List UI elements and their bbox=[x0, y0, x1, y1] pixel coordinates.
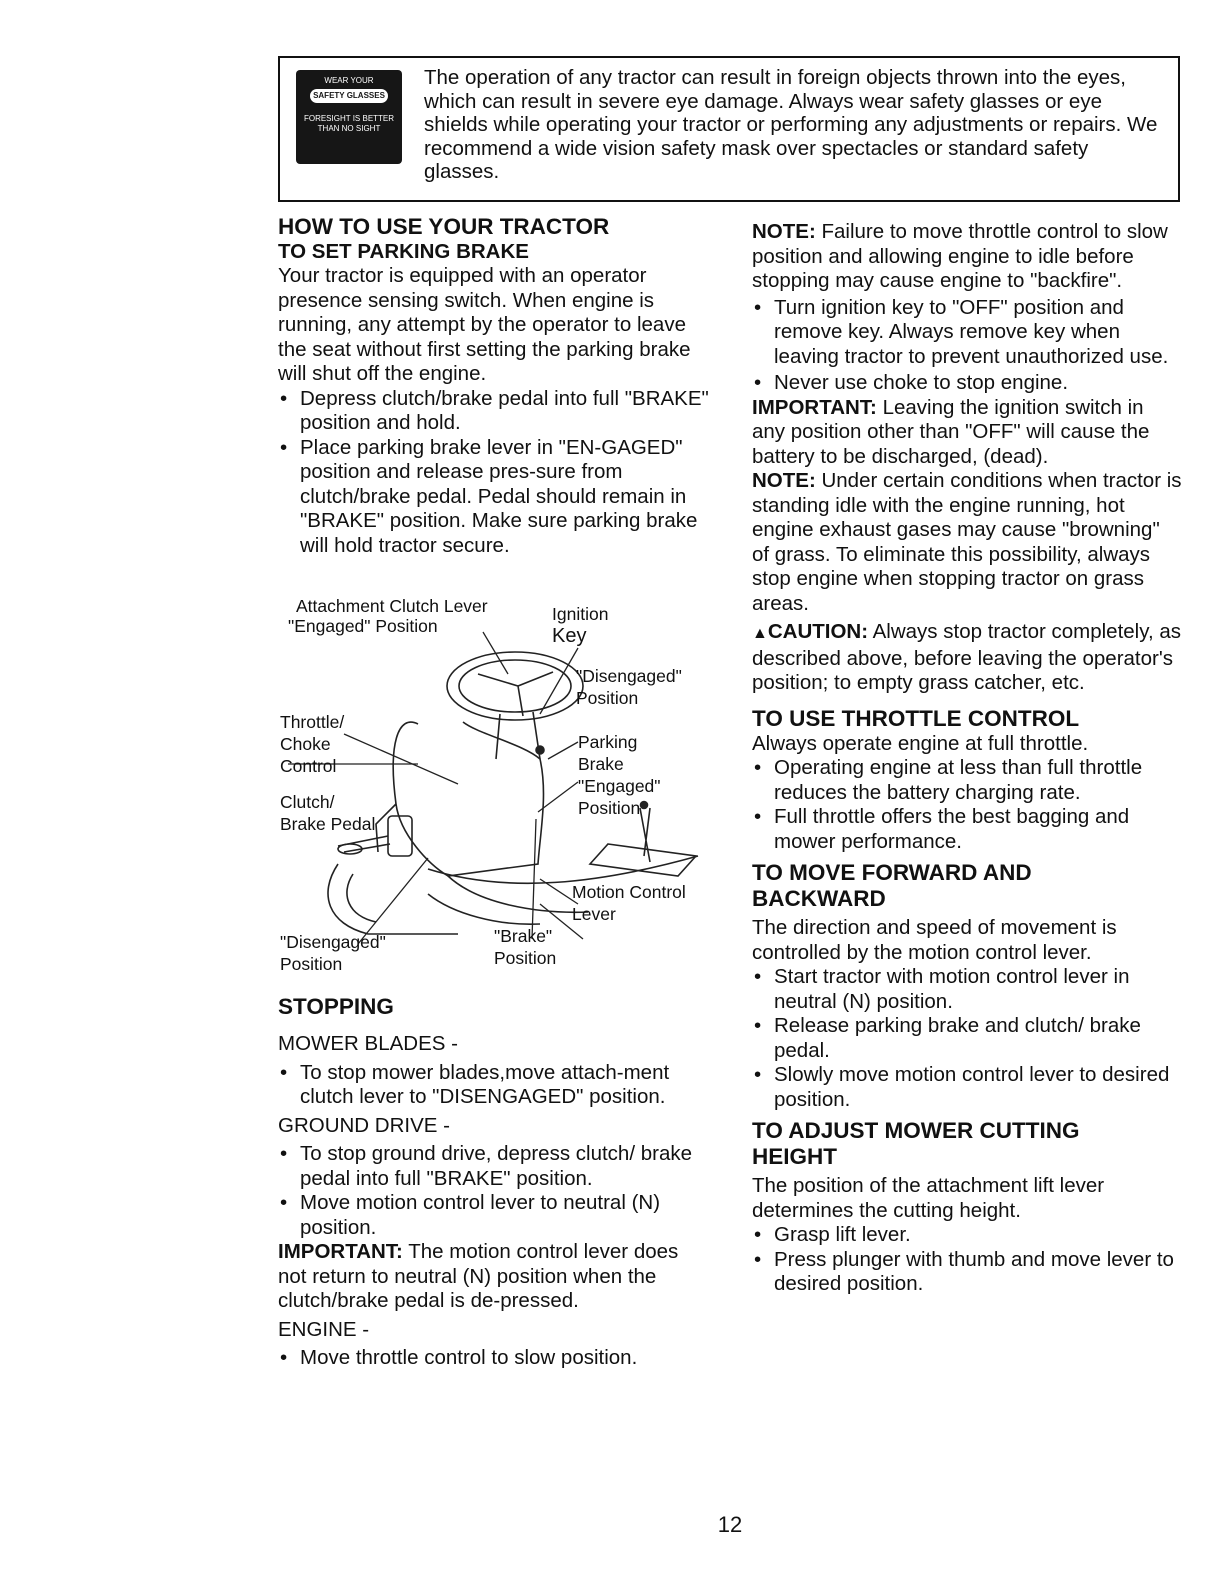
diagram-label: Parking bbox=[578, 732, 638, 752]
list-item: • Start tractor with motion control lever in neutral (N) position. bbox=[752, 965, 1182, 1014]
tractor-controls-diagram bbox=[278, 594, 718, 984]
list-item: • Press plunger with thumb and move lever to desired position. bbox=[752, 1248, 1182, 1297]
diagram-label: Position bbox=[280, 954, 343, 974]
diagram-label: Lever bbox=[572, 904, 616, 924]
logo-text-line: THAN NO SIGHT bbox=[317, 124, 381, 133]
left-column-top bbox=[278, 214, 710, 558]
list-item: • To stop mower blades,move attach-ment clutch lever to "DISENGAGED" position. bbox=[278, 1061, 710, 1110]
diagram-label: Attachment Clutch Lever bbox=[296, 596, 488, 616]
list-item: • Release parking brake and clutch/ brake pedal. bbox=[752, 1014, 1182, 1063]
list-item: • Move throttle control to slow position. bbox=[278, 1346, 710, 1371]
diagram-label: "Engaged" Position bbox=[288, 616, 438, 636]
important-text: The motion control lever does not return to neutral (N) position when the clutch/brake pedal is de-pressed. bbox=[278, 1240, 679, 1312]
caution-icon: ▲ bbox=[752, 625, 768, 642]
move-text: The direction and speed of movement is controlled by the motion control lever. bbox=[752, 916, 1117, 964]
stopping-heading: STOPPING bbox=[278, 994, 394, 1019]
list-item: • Slowly move motion control lever to desired position. bbox=[752, 1063, 1182, 1112]
diagram-label: "Brake" bbox=[494, 926, 553, 946]
throttle-heading: TO USE THROTTLE CONTROL bbox=[752, 705, 1080, 731]
list-item: • To stop ground drive, depress clutch/ brake pedal into full "BRAKE" position. bbox=[278, 1142, 710, 1191]
list-item: • Full throttle offers the best bagging and mower performance. bbox=[752, 805, 1182, 854]
diagram-label: Ignition bbox=[552, 604, 609, 624]
important-label: IMPORTANT: bbox=[752, 395, 877, 419]
list-item: • Operating engine at less than full throttle reduces the battery charging rate. bbox=[752, 756, 1182, 805]
logo-text-line: SAFETY GLASSES bbox=[310, 89, 388, 103]
left-column-bottom bbox=[278, 994, 710, 1371]
logo-text-line: WEAR YOUR bbox=[324, 76, 374, 85]
subheading: ENGINE - bbox=[278, 1317, 370, 1341]
note-paragraph bbox=[752, 220, 1182, 294]
list-item: • Never use choke to stop engine. bbox=[752, 371, 1182, 396]
section-title: HOW TO USE YOUR TRACTOR bbox=[278, 214, 610, 239]
note-label: NOTE: bbox=[752, 469, 816, 492]
parking-brake-text: Your tractor is equipped with an operator presence sensing switch. When engine is running, any attempt by the operator to leave the seat without first setting the parking brake will shut off the engine. bbox=[278, 264, 691, 385]
logo-text-line: FORESIGHT IS BETTER bbox=[303, 114, 395, 123]
subheading: MOWER BLADES - bbox=[278, 1032, 458, 1055]
diagram-label: "Disengaged" bbox=[576, 666, 682, 686]
list-item: • Depress clutch/brake pedal into full "BRAKE" position and hold. bbox=[278, 387, 710, 436]
diagram-label: Clutch/ bbox=[280, 792, 335, 812]
important-label: IMPORTANT: bbox=[278, 1240, 403, 1263]
diagram-label: Throttle/ bbox=[280, 712, 345, 732]
list-item: • Turn ignition key to "OFF" position and remove key. Always remove key when leaving tractor to prevent unauthorized use. bbox=[752, 296, 1182, 370]
diagram-label: Brake bbox=[578, 754, 624, 774]
list-item: • Grasp lift lever. bbox=[752, 1223, 1182, 1248]
diagram-label: Position bbox=[494, 948, 557, 968]
important-note bbox=[752, 396, 1182, 470]
move-heading: TO MOVE FORWARD AND BACKWARD bbox=[752, 860, 1032, 911]
right-column bbox=[752, 220, 1182, 1297]
subheading: GROUND DRIVE - bbox=[278, 1113, 450, 1137]
caution-text: Always stop tractor completely, as described above, before leaving the operator's position; to empty grass catcher, etc. bbox=[752, 620, 1181, 694]
diagram-label: Brake Pedal bbox=[280, 814, 376, 834]
important-text: Leaving the ignition switch in any position other than "OFF" will cause the battery to be discharged, (dead). bbox=[752, 395, 1150, 468]
list-item: • Place parking brake lever in "EN-GAGED" position and release pres-sure from clutch/brake pedal. Pedal should remain in "BRAKE" position. Make sure parking brake will hold tractor secure. bbox=[278, 436, 710, 559]
throttle-text: Always operate engine at full throttle. bbox=[752, 731, 1089, 755]
steering-wheel-shape bbox=[447, 652, 583, 720]
note-text: Failure to move throttle control to slow position and allowing engine to idle before stopping may cause engine to "backfire". bbox=[752, 220, 1168, 292]
page-number: 12 bbox=[717, 1512, 743, 1537]
safety-warning-box bbox=[278, 56, 1180, 202]
diagram-label: Position bbox=[578, 798, 641, 818]
parking-brake-heading: TO SET PARKING BRAKE bbox=[278, 240, 529, 263]
diagram-label: Motion Control bbox=[572, 882, 686, 902]
important-note bbox=[278, 1240, 710, 1314]
note-paragraph bbox=[752, 469, 1182, 616]
diagram-label: Control bbox=[280, 756, 337, 776]
list-item: • Move motion control lever to neutral (N) position. bbox=[278, 1191, 710, 1240]
adjust-text: The position of the attachment lift lever determines the cutting height. bbox=[752, 1174, 1105, 1222]
caution-label: CAUTION: bbox=[767, 620, 869, 643]
warning-text: The operation of any tractor can result in foreign objects thrown into the eyes, which can result in severe eye damage. Always wear safety glasses or eye shields while operating your tractor or performing any adjustments or repairs. We recommend a wide vision safety mask over spectacles or standard safety glasses. bbox=[424, 66, 1158, 183]
note-text: Under certain conditions when tractor is standing idle with the engine running, hot engine exhaust gases may cause "browning" of grass. To eliminate this possibility, always stop engine when stopping tractor on grass areas. bbox=[752, 469, 1182, 615]
adjust-heading: TO ADJUST MOWER CUTTING HEIGHT bbox=[752, 1118, 1080, 1169]
safety-glasses-logo bbox=[296, 70, 402, 164]
diagram-label: Position bbox=[576, 688, 639, 708]
diagram-label: Key bbox=[552, 625, 587, 647]
note-label: NOTE: bbox=[752, 220, 816, 243]
diagram-label: Choke bbox=[280, 734, 331, 754]
diagram-label: "Engaged" bbox=[578, 776, 661, 796]
diagram-label: "Disengaged" bbox=[280, 932, 386, 952]
caution-paragraph bbox=[752, 620, 1182, 696]
